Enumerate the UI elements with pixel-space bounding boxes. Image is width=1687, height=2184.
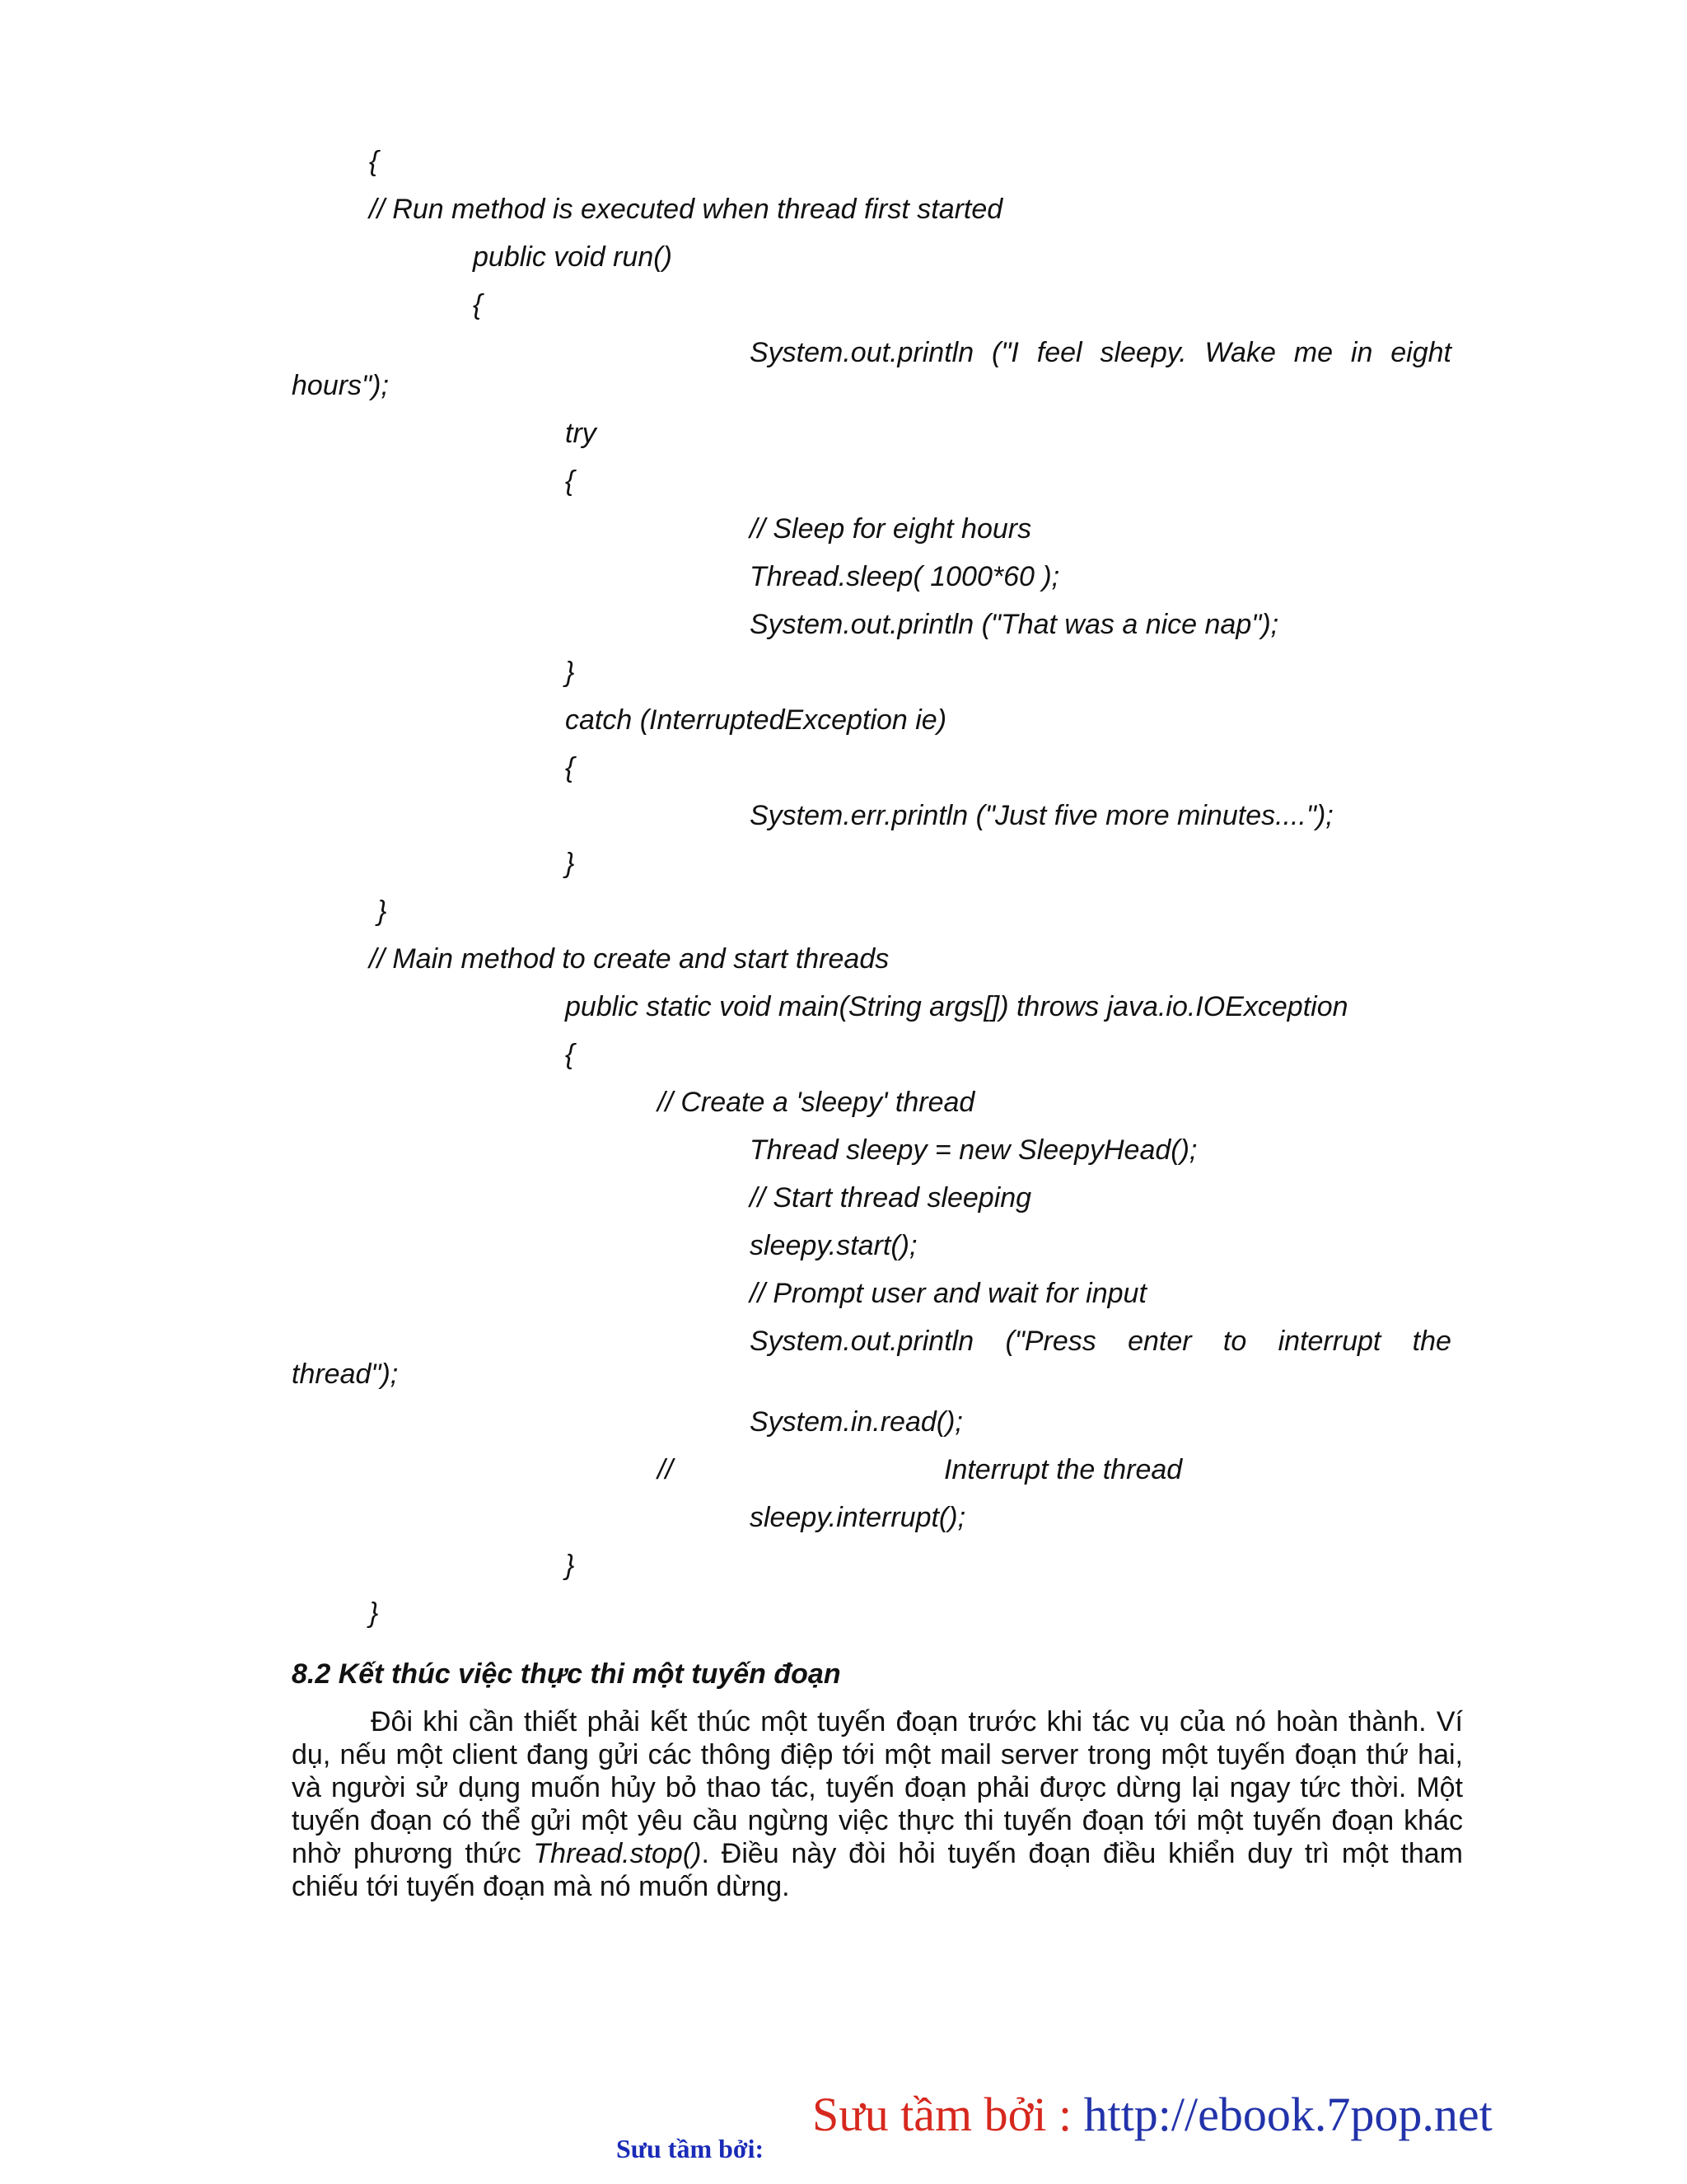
code-line: System.err.println ("Just five more minutes...."); xyxy=(750,800,1334,831)
section-paragraph xyxy=(292,1705,1463,1903)
code-line: } xyxy=(369,1597,379,1629)
code-word: Wake xyxy=(1204,337,1276,368)
code-line: { xyxy=(565,752,575,783)
code-line: } xyxy=(565,1550,575,1581)
code-line: } xyxy=(565,848,575,879)
section-heading: 8.2 Kết thúc việc thực thi một tuyến đoạn xyxy=(292,1658,841,1690)
code-line: { xyxy=(369,146,379,177)
code-line: { xyxy=(473,289,483,320)
code-word: interrupt xyxy=(1278,1326,1381,1357)
code-line: System.out.println ("That was a nice nap"); xyxy=(750,609,1279,640)
code-line: System.in.read(); xyxy=(750,1406,963,1438)
code-line: } xyxy=(565,657,575,688)
code-comment: // Prompt user and wait for input xyxy=(750,1278,1147,1309)
code-line: { xyxy=(565,465,575,497)
code-line: public void run() xyxy=(473,241,672,273)
code-line-justified xyxy=(750,1325,1451,1358)
code-line: Thread sleepy = new SleepyHead(); xyxy=(750,1134,1198,1166)
code-comment-marker: // xyxy=(657,1454,673,1485)
code-line-wrap: hours"); xyxy=(292,370,389,401)
code-word: sleepy. xyxy=(1100,337,1187,368)
code-word: the xyxy=(1412,1326,1451,1357)
paragraph-text: Đôi khi cần thiết phải kết thúc một tuyến đoạn trước khi tác vụ của nó hoàn thành. Ví dụ, nếu một client đang gửi các thông điệp tới một mail server trong một tuyến đoạn thứ hai, và người sử dụng muốn hủy bỏ thao tác, tuyến đoạn phải được dừng lại ngay tức thời. Một tuyến đoạn có thể gửi một yêu cầu ngừng việc thực thi tuyến đoạn tới một tuyến đoạn khác nhờ phương thức xyxy=(292,1706,1463,1869)
code-word: in xyxy=(1350,337,1373,368)
watermark-url[interactable]: http://ebook.7pop.net xyxy=(1083,2088,1493,2141)
code-line: Thread.sleep( 1000*60 ); xyxy=(750,561,1060,592)
code-line: sleepy.start(); xyxy=(750,1230,918,1261)
code-word: feel xyxy=(1036,337,1082,368)
code-word: ("I xyxy=(992,337,1019,368)
code-comment: // Main method to create and start threads xyxy=(369,943,890,975)
code-line-wrap: thread"); xyxy=(292,1359,399,1390)
paragraph-text-end: . Điều này đòi hỏi tuyến đoạn điều khiển duy trì một tham chiếu tới tuyến đoạn mà nó muốn dừng. xyxy=(292,1838,1463,1902)
code-word: enter xyxy=(1128,1326,1192,1357)
code-word: eight xyxy=(1390,337,1451,368)
code-line: sleepy.interrupt(); xyxy=(750,1502,966,1533)
code-line: public static void main(String args[]) throws java.io.IOException xyxy=(565,991,1348,1022)
watermark-link[interactable] xyxy=(812,2088,1493,2141)
code-comment: // Run method is executed when thread first started xyxy=(369,194,1003,225)
code-word: System.out.println xyxy=(750,337,974,368)
code-comment: Interrupt the thread xyxy=(944,1454,1183,1485)
code-word: ("Press xyxy=(1005,1326,1096,1357)
code-word: System.out.println xyxy=(750,1326,974,1357)
code-comment: // Sleep for eight hours xyxy=(750,513,1032,545)
paragraph-code-ref: Thread.stop() xyxy=(533,1838,702,1869)
code-word: to xyxy=(1222,1326,1247,1357)
watermark-prefix: Sưu tầm bởi : xyxy=(812,2088,1084,2141)
footer-label: Sưu tầm bởi: xyxy=(616,2134,764,2163)
code-line: { xyxy=(565,1039,575,1070)
code-comment: // Create a 'sleepy' thread xyxy=(657,1087,975,1118)
code-line: catch (InterruptedException ie) xyxy=(565,704,947,736)
code-comment: // Start thread sleeping xyxy=(750,1182,1032,1214)
code-word: me xyxy=(1293,337,1333,368)
code-line: } xyxy=(377,896,387,927)
code-line-justified xyxy=(750,336,1451,369)
code-line: try xyxy=(565,418,596,449)
